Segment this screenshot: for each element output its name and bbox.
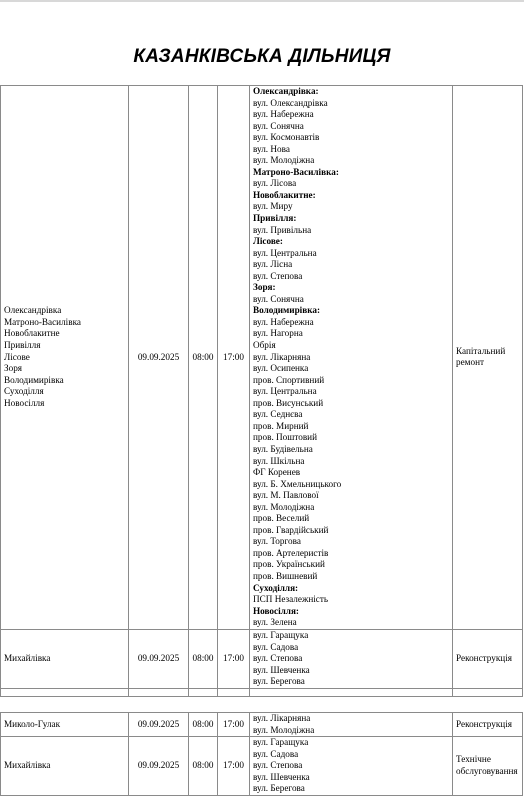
streets-cell (250, 86, 453, 630)
street-line: Новоблакитне: (253, 189, 316, 200)
streets-cell (250, 713, 453, 737)
date-cell: 09.09.2025 (129, 86, 189, 630)
date-cell: 09.09.2025 (129, 630, 189, 689)
street-line: Суходілля: (253, 582, 299, 593)
street-line: Привілля: (253, 213, 297, 224)
street-line: Володимирівка: (253, 305, 321, 316)
street-line: вул. Берегова (253, 676, 305, 687)
street-line: вул. Гаращука (253, 630, 309, 640)
street-line: вул. Шевченка (253, 771, 310, 782)
street-line: пров. Вишневий (253, 570, 318, 581)
table-row (1, 630, 523, 689)
street-line: пров. Спортивний (253, 374, 325, 385)
street-line: вул. Степова (253, 653, 303, 664)
end-time-cell: 17:00 (218, 630, 250, 689)
table-row (1, 713, 523, 737)
street-line: вул. Садова (253, 641, 299, 652)
work-type-text: Технічне (456, 754, 491, 765)
street-line: ФГ Коренев (253, 467, 301, 478)
street-line: Новосілля: (253, 605, 299, 616)
settlement-name: Михайлівка (4, 760, 51, 771)
street-line: вул. Центральна (253, 386, 317, 397)
street-line: вул. Будівельна (253, 443, 313, 454)
street-line: Матроно-Василівка: (253, 166, 339, 177)
street-line: вул. Торгова (253, 536, 301, 547)
streets-cell (250, 630, 453, 689)
settlement-name: Миколо-Гулак (4, 718, 61, 729)
street-line: Зоря: (253, 282, 276, 293)
date-cell: 09.09.2025 (129, 737, 189, 796)
work-type-cell (453, 713, 523, 737)
settlements-cell (1, 737, 129, 796)
date-cell: 09.09.2025 (129, 713, 189, 737)
street-line: пров. Український (253, 559, 325, 570)
outage-table-3 (0, 712, 523, 796)
street-line: Лісове: (253, 236, 283, 247)
start-time-cell: 08:00 (189, 713, 218, 737)
end-time-cell: 17:00 (218, 86, 250, 630)
start-time-cell: 08:00 (189, 737, 218, 796)
street-line: вул. Сонячна (253, 120, 304, 131)
street-line: вул. Набережна (253, 316, 314, 327)
street-line: вул. Лікарняна (253, 351, 311, 362)
street-line: пров. Веселий (253, 513, 310, 524)
street-line: вул. Седнєва (253, 409, 303, 420)
settlements-cell (1, 713, 129, 737)
work-type-cell (453, 86, 523, 630)
street-line: пров. Поштовий (253, 432, 317, 443)
street-line: вул. Молодіжна (253, 501, 315, 512)
street-line: ПСП Незалежність (253, 594, 329, 605)
work-type-text: ремонт (456, 357, 485, 368)
settlement-name: Олександрівка (4, 305, 62, 316)
outage-table-2 (0, 629, 523, 697)
street-line: вул. Лісна (253, 259, 293, 270)
street-line: вул. Шкільна (253, 455, 305, 466)
start-time-cell: 08:00 (189, 86, 218, 630)
street-line: вул. Сонячна (253, 293, 304, 304)
street-line: пров. Артелеристів (253, 547, 329, 558)
street-line: пров. Гвардійський (253, 524, 329, 535)
street-line: вул. Молодіжна (253, 155, 315, 166)
settlement-name: Привілля (4, 340, 41, 351)
street-line: вул. Степова (253, 760, 303, 771)
street-line: вул. Зелена (253, 617, 297, 628)
work-type-text: Капітальний (456, 345, 506, 356)
streets-cell (250, 737, 453, 796)
top-rule (0, 0, 524, 2)
work-type-text: Реконструкція (456, 718, 513, 729)
street-line: вул. Гаращука (253, 737, 309, 748)
table-row (1, 86, 523, 630)
outage-table-1 (0, 85, 523, 630)
street-line: вул. Миру (253, 201, 293, 212)
work-type-cell (453, 630, 523, 689)
end-time-cell: 17:00 (218, 713, 250, 737)
street-line: вул. Нагорна (253, 328, 303, 339)
street-line: вул. Лісова (253, 178, 297, 189)
settlement-name: Михайлівка (4, 653, 51, 664)
street-line: вул. Космонавтів (253, 132, 320, 143)
street-line: вул. Осипенка (253, 363, 309, 374)
street-line: вул. Центральна (253, 247, 317, 258)
settlement-name: Новоблакитне (4, 328, 60, 339)
settlement-name: Зоря (4, 363, 23, 374)
street-line: вул. Берегова (253, 783, 305, 794)
street-line: вул. Привільна (253, 224, 312, 235)
work-type-text: Реконструкція (456, 653, 513, 664)
street-line: пров. Мирний (253, 420, 309, 431)
street-line: вул. Олександрівка (253, 97, 328, 108)
settlements-cell (1, 630, 129, 689)
settlement-name: Новосілля (4, 397, 45, 408)
street-line: вул. Шевченка (253, 664, 310, 675)
settlements-cell (1, 86, 129, 630)
street-line: вул. Б. Хмельницького (253, 478, 342, 489)
table-row (1, 737, 523, 796)
section-heading: КАЗАНКІВСЬКА ДІЛЬНИЦЯ (133, 46, 391, 67)
settlement-name: Лісове (4, 351, 30, 362)
street-line: вул. М. Павлової (253, 490, 319, 501)
settlement-name: Матроно-Василівка (4, 316, 81, 327)
street-line: Обрія (253, 340, 276, 351)
table-spacer-row (1, 688, 523, 696)
settlement-name: Володимирівка (4, 374, 64, 385)
end-time-cell: 17:00 (218, 737, 250, 796)
street-line: Олександрівка: (253, 86, 319, 96)
work-type-cell (453, 737, 523, 796)
street-line: вул. Лікарняна (253, 713, 311, 723)
work-type-text: обслуговування (456, 765, 518, 776)
street-line: вул. Степова (253, 270, 303, 281)
street-line: пров. Висунський (253, 397, 324, 408)
street-line: вул. Молодіжна (253, 724, 315, 735)
street-line: вул. Набережна (253, 109, 314, 120)
settlement-name: Суходілля (4, 386, 44, 397)
street-line: вул. Нова (253, 143, 290, 154)
start-time-cell: 08:00 (189, 630, 218, 689)
street-line: вул. Садова (253, 748, 299, 759)
